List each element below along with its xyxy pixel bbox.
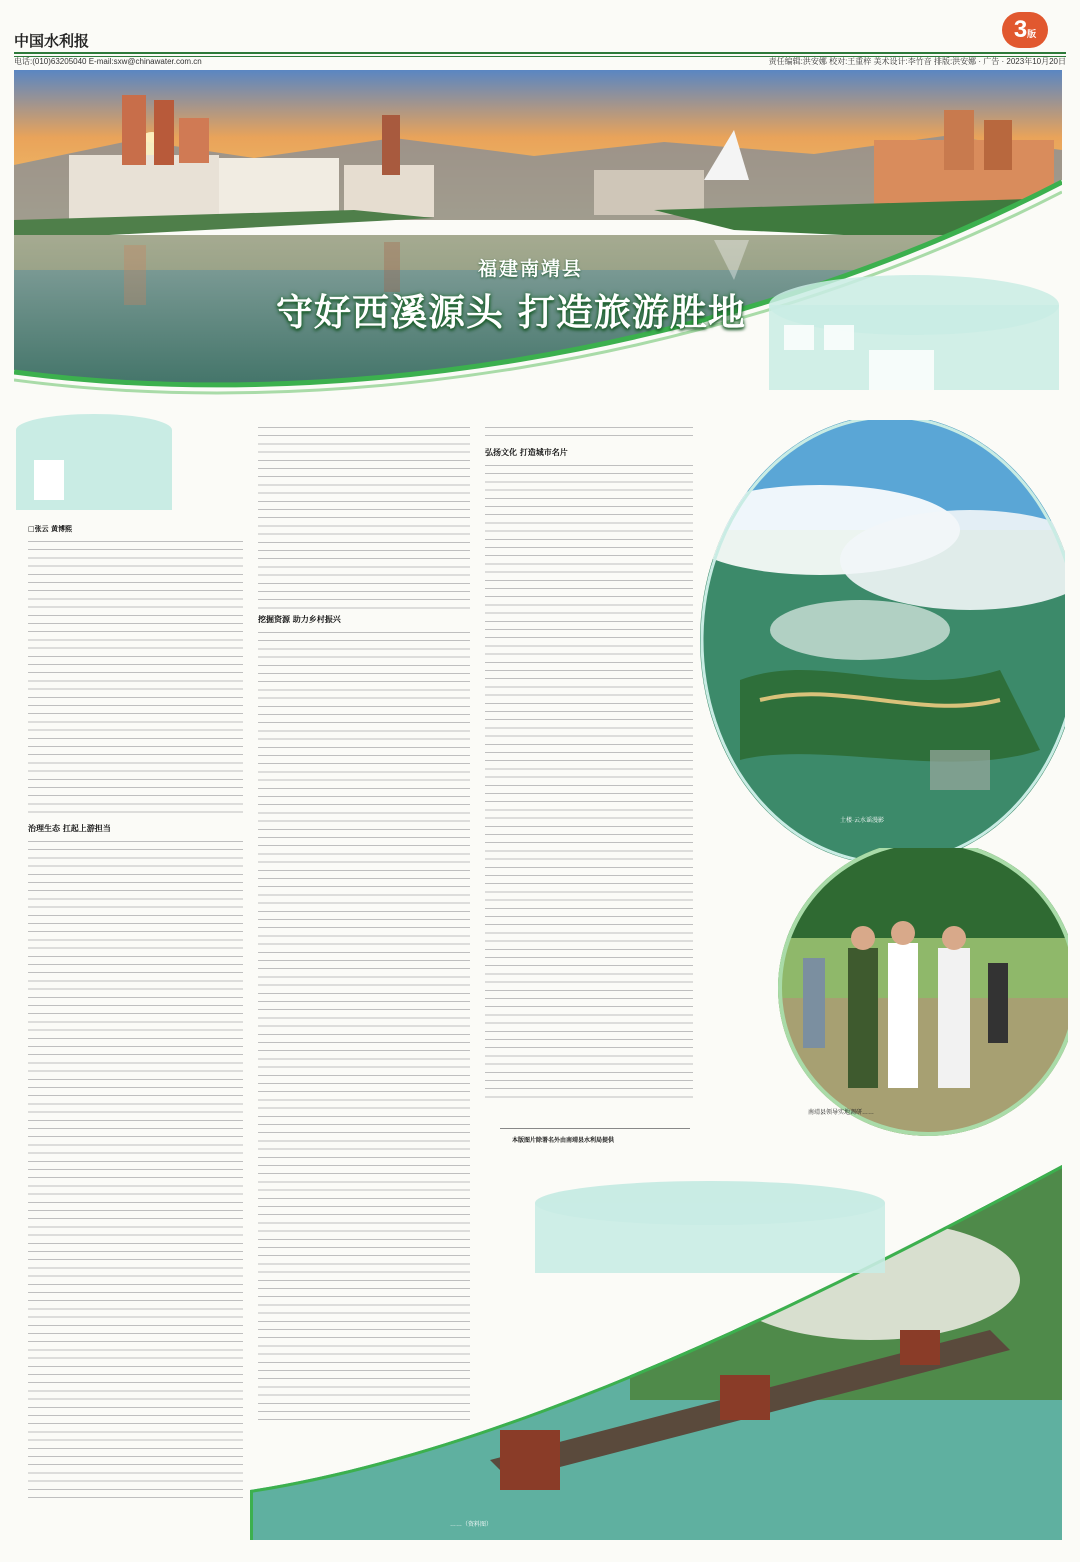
contact-info: 电话:(010)63205040 E-mail:sxw@chinawater.com.cn: [14, 57, 202, 66]
headline-kicker: 福建南靖县: [478, 258, 584, 280]
section-heading-2: 挖掘资源 助力乡村振兴: [258, 615, 341, 624]
page-number-badge: 3版: [1002, 12, 1048, 48]
bridge-caption: ……（资料图）: [450, 1522, 493, 1528]
header-rule-thin: [14, 56, 1066, 57]
credit-rule: [500, 1128, 690, 1129]
editorial-credits: 责任编辑:洪安娜 校对:王重梓 美术设计:李竹音 排版:洪安娜 · 广告 · 2023年10月20日: [768, 57, 1066, 66]
lake-photo: [700, 420, 1065, 860]
column-1-text-2: [28, 839, 243, 1499]
photo-credit: 本版图片除署名外由南靖县水利局提供: [512, 1137, 615, 1144]
inspection-caption: 南靖县领导实地调研……: [808, 1110, 875, 1116]
column-1-text: [28, 539, 243, 819]
decor-tank-left: [14, 410, 174, 510]
column-2-text: [258, 425, 470, 610]
byline: □张云 黄博熙: [28, 525, 73, 533]
lake-caption: 土楼·云水谣漫影: [840, 818, 884, 824]
section-heading-3: 弘扬文化 打造城市名片: [485, 448, 568, 457]
section-heading-1: 治理生态 扛起上游担当: [28, 824, 111, 834]
column-3-text-2: [485, 463, 693, 1103]
column-3-text: [485, 425, 693, 443]
article-column-1: [28, 525, 243, 1525]
header-rule: [14, 52, 1066, 54]
paper-name: 中国水利报: [14, 32, 90, 50]
headline-title: 守好西溪源头 打造旅游胜地: [276, 291, 746, 334]
masthead: [14, 16, 1066, 70]
decor-tank-bottom: [530, 1178, 890, 1278]
hero-photo: [14, 70, 1062, 403]
inspection-photo: [778, 848, 1068, 1138]
article-column-3: [485, 425, 693, 1145]
